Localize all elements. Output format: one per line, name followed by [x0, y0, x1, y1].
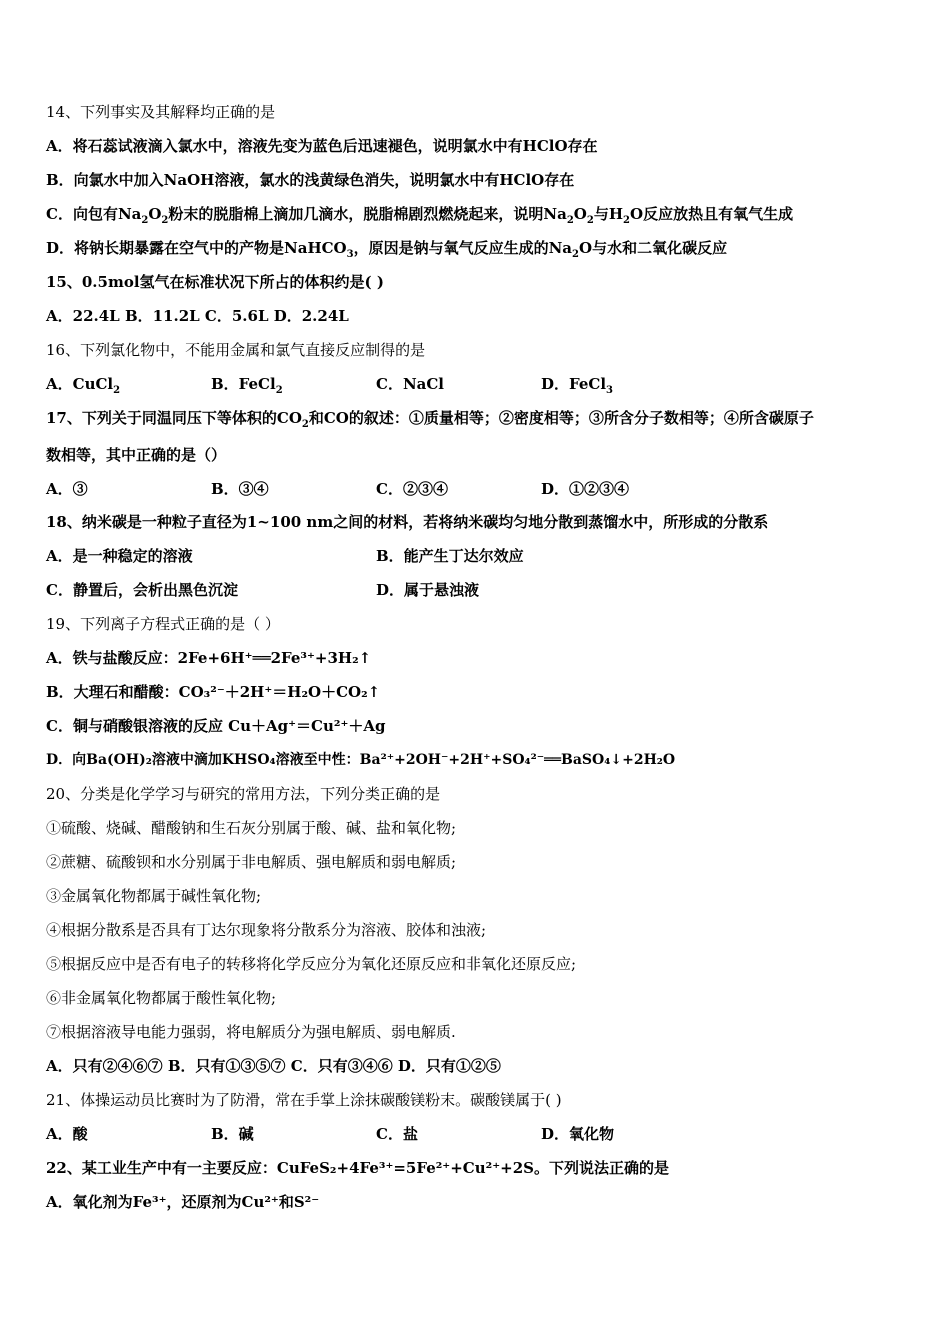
question-16-option-a: A．CuCl$_2$	[46, 375, 121, 396]
question-15-options: A．22.4L B．11.2L C．5.6L D．2.24L	[46, 307, 349, 325]
question-19-option-c: C．铜与硝酸银溶液的反应 Cu＋Ag⁺＝Cu²⁺＋Ag	[46, 717, 386, 735]
question-21-option-b: B．碱	[211, 1125, 254, 1143]
question-14-option-a: A．将石蕊试液滴入氯水中，溶液先变为蓝色后迅速褪色，说明氯水中有HClO存在	[46, 137, 598, 155]
question-18-stem: 18、纳米碳是一种粒子直径为1~100 nm之间的材料，若将纳米碳均匀地分散到蒸馏水中，所形成的分散系	[46, 513, 769, 531]
question-17-stem-line1: 17、下列关于同温同压下等体积的$CO_2$和CO的叙述：①质量相等；②密度相等；③所含分子数相等；④所含碳原子	[46, 409, 814, 430]
question-20-statement-5: ⑤根据反应中是否有电子的转移将化学反应分为氧化还原反应和非氧化还原反应;	[46, 955, 577, 973]
question-16-stem: 16、下列氯化物中，不能用金属和氯气直接反应制得的是	[46, 341, 426, 359]
question-18-option-b: B．能产生丁达尔效应	[376, 547, 524, 565]
question-22-stem: 22、某工业生产中有一主要反应：CuFeS₂+4Fe³⁺=5Fe²⁺+Cu²⁺+2S。下列说法正确的是	[46, 1159, 669, 1177]
question-18-option-a: A．是一种稳定的溶液	[46, 547, 193, 565]
question-14-option-c: C．向包有$Na_2O_2$粉末的脱脂棉上滴加几滴水，脱脂棉剧烈燃烧起来，说明$Na_2O_2$与$H_2O$反应放热且有氧气生成	[46, 205, 794, 226]
question-14-stem: 14、下列事实及其解释均正确的是	[46, 103, 276, 121]
question-14-option-b: B．向氯水中加入NaOH溶液，氯水的浅黄绿色消失，说明氯水中有HClO存在	[46, 171, 575, 189]
question-17-option-a: A．③	[46, 480, 88, 498]
question-21-option-d: D．氧化物	[541, 1125, 615, 1143]
question-19-option-a: A．铁与盐酸反应：2Fe+6H⁺══2Fe³⁺+3H₂↑	[46, 649, 372, 667]
question-21-stem: 21、体操运动员比赛时为了防滑，常在手掌上涂抹碳酸镁粉末。碳酸镁属于( )	[46, 1091, 562, 1109]
question-19-stem: 19、下列离子方程式正确的是（ ）	[46, 615, 280, 633]
question-20-statement-2: ②蔗糖、硫酸钡和水分别属于非电解质、强电解质和弱电解质;	[46, 853, 457, 871]
question-15-stem: 15、0.5mol氢气在标准状况下所占的体积约是( )	[46, 273, 384, 291]
question-17-option-b: B．③④	[211, 480, 269, 498]
question-16-option-d: D．FeCl$_3$	[541, 375, 613, 396]
question-18-option-d: D．属于悬浊液	[376, 581, 480, 599]
question-20-statement-6: ⑥非金属氧化物都属于酸性氧化物;	[46, 989, 277, 1007]
question-21-option-c: C．盐	[376, 1125, 418, 1143]
question-17-stem-line2: 数相等，其中正确的是（）	[46, 446, 227, 464]
question-20-statement-4: ④根据分散系是否具有丁达尔现象将分散系分为溶液、胶体和浊液;	[46, 921, 487, 939]
question-18-option-c: C．静置后，会析出黑色沉淀	[46, 581, 238, 599]
question-20-statement-3: ③金属氧化物都属于碱性氧化物;	[46, 887, 262, 905]
question-16-option-b: B．FeCl$_2$	[211, 375, 283, 396]
question-20-statement-7: ⑦根据溶液导电能力强弱，将电解质分为强电解质、弱电解质.	[46, 1023, 456, 1041]
question-17-option-d: D．①②③④	[541, 480, 630, 498]
question-17-option-c: C．②③④	[376, 480, 448, 498]
question-20-stem: 20、分类是化学学习与研究的常用方法，下列分类正确的是	[46, 785, 441, 803]
question-22-option-a: A．氧化剂为Fe³⁺，还原剂为Cu²⁺和S²⁻	[46, 1193, 320, 1211]
question-14-option-d: D．将钠长期暴露在空气中的产物是NaHCO$_3$，原因是钠与氧气反应生成的$Na_2O$与水和二氧化碳反应	[46, 239, 728, 260]
question-20-options: A．只有②④⑥⑦ B．只有①③⑤⑦ C．只有③④⑥ D．只有①②⑤	[46, 1057, 501, 1075]
question-19-option-b: B．大理石和醋酸：CO₃²⁻＋2H⁺＝H₂O＋CO₂↑	[46, 683, 381, 701]
question-20-statement-1: ①硫酸、烧碱、醋酸钠和生石灰分别属于酸、碱、盐和氧化物;	[46, 819, 457, 837]
question-21-option-a: A．酸	[46, 1125, 88, 1143]
question-19-option-d: D．向Ba(OH)₂溶液中滴加KHSO₄溶液至中性：Ba²⁺+2OH⁻+2H⁺+SO₄²⁻══BaSO₄↓+2H₂O	[46, 752, 676, 768]
question-16-option-c: C．NaCl	[376, 375, 445, 393]
